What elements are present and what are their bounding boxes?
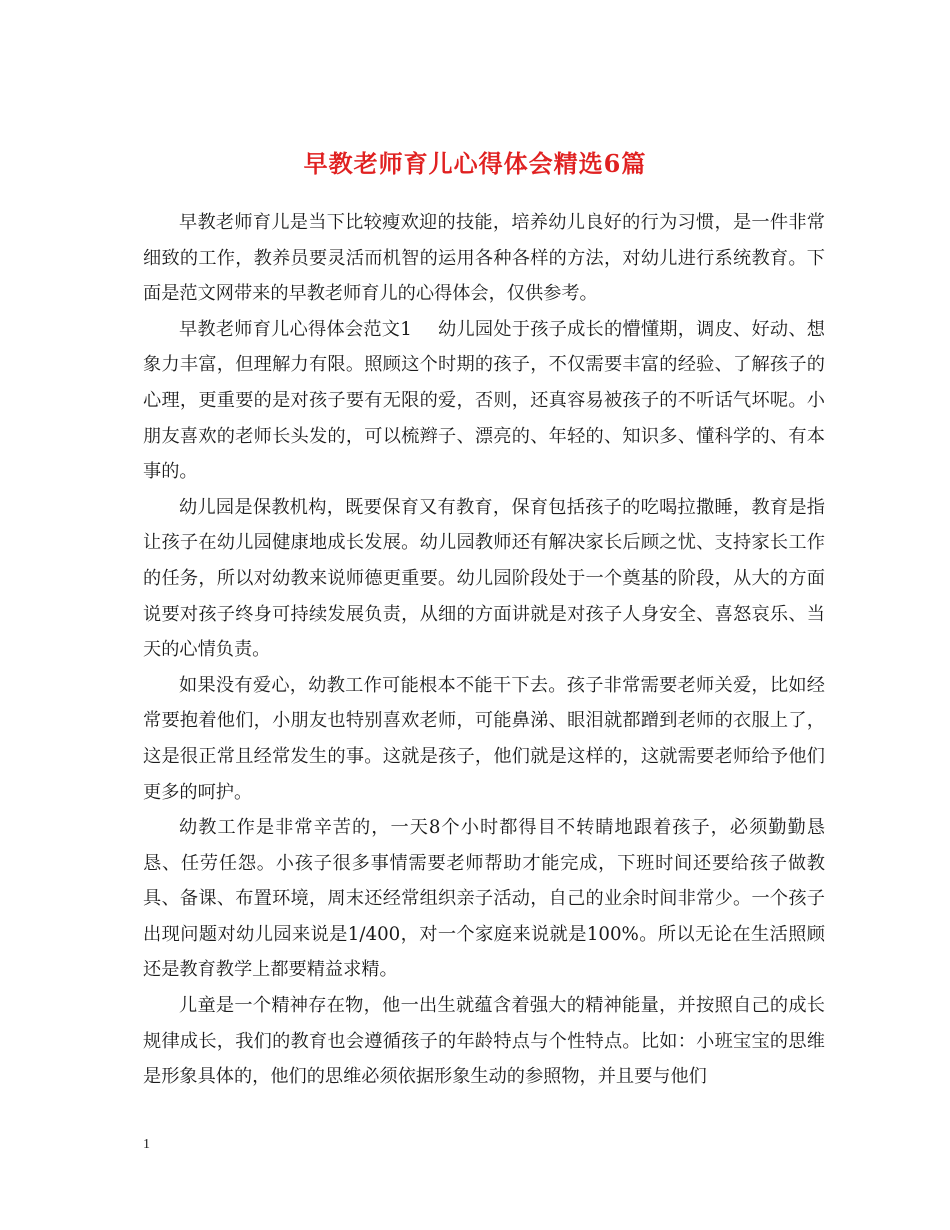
paragraph-hard-work (143, 810, 825, 988)
paragraph-section-1 (143, 312, 825, 490)
paragraph-text: 儿童是一个精神存在物，他一出生就蕴含着强大的精神能量，并按照自己的成长规律成长，我们的教育也会遵循孩子的年龄特点与个性特点。比如：小班宝宝的思维是形象具体的，他们的思维必须依据形象生动的参照物，并且要与他们 (143, 995, 825, 1088)
paragraph-nursery-role (143, 490, 825, 668)
paragraph-love (143, 668, 825, 810)
paragraph-text: 幼儿园处于孩子成长的懵懂期，调皮、好动、想象力丰富，但理解力有限。照顾这个时期的孩子，不仅需要丰富的经验、了解孩子的心理，更重要的是对孩子要有无限的爱，否则，还真容易被孩子的不听话气坏呢。小朋友喜欢的老师长头发的，可以梳辫子、漂亮的、年轻的、知识多、懂科学的、有本事的。 (143, 318, 825, 483)
document-body (143, 205, 825, 1095)
paragraph-spirit (143, 988, 825, 1095)
paragraph-text: 早教老师育儿是当下比较瘦欢迎的技能，培养幼儿良好的行为习惯，是一件非常细致的工作，教养员要灵活而机智的运用各种各样的方法，对幼儿进行系统教育。下面是范文网带来的早教老师育儿的心得体会，仅供参考。 (143, 212, 825, 305)
page-number: 1 (143, 1137, 150, 1152)
paragraph-text: 幼儿园是保教机构，既要保育又有教育，保育包括孩子的吃喝拉撒睡，教育是指让孩子在幼儿园健康地成长发展。幼儿园教师还有解决家长后顾之忧、支持家长工作的任务，所以对幼教来说师德更重要。幼儿园阶段处于一个奠基的阶段，从大的方面说要对孩子终身可持续发展负责，从细的方面讲就是对孩子人身安全、喜怒哀乐、当天的心情负责。 (143, 496, 825, 661)
paragraph-text: 如果没有爱心，幼教工作可能根本不能干下去。孩子非常需要老师关爱，比如经常要抱着他们，小朋友也特别喜欢老师，可能鼻涕、眼泪就都蹭到老师的衣服上了，这是很正常且经常发生的事。这就是孩子，他们就是这样的，这就需要老师给予他们更多的呵护。 (143, 674, 825, 803)
section-heading: 早教老师育儿心得体会范文1 (179, 318, 412, 340)
document-title: 早教老师育儿心得体会精选6篇 (303, 149, 647, 179)
paragraph-text: 幼教工作是非常辛苦的，一天8个小时都得目不转睛地跟着孩子，必须勤勤恳恳、任劳任怨。小孩子很多事情需要老师帮助才能完成，下班时间还要给孩子做教具、备课、布置环境，周末还经常组织亲子活动，自己的业余时间非常少。一个孩子出现问题对幼儿园来说是1/400，对一个家庭来说就是100%。所以无论在生活照顾还是教育教学上都要精益求精。 (143, 817, 825, 981)
paragraph-intro (143, 205, 825, 312)
